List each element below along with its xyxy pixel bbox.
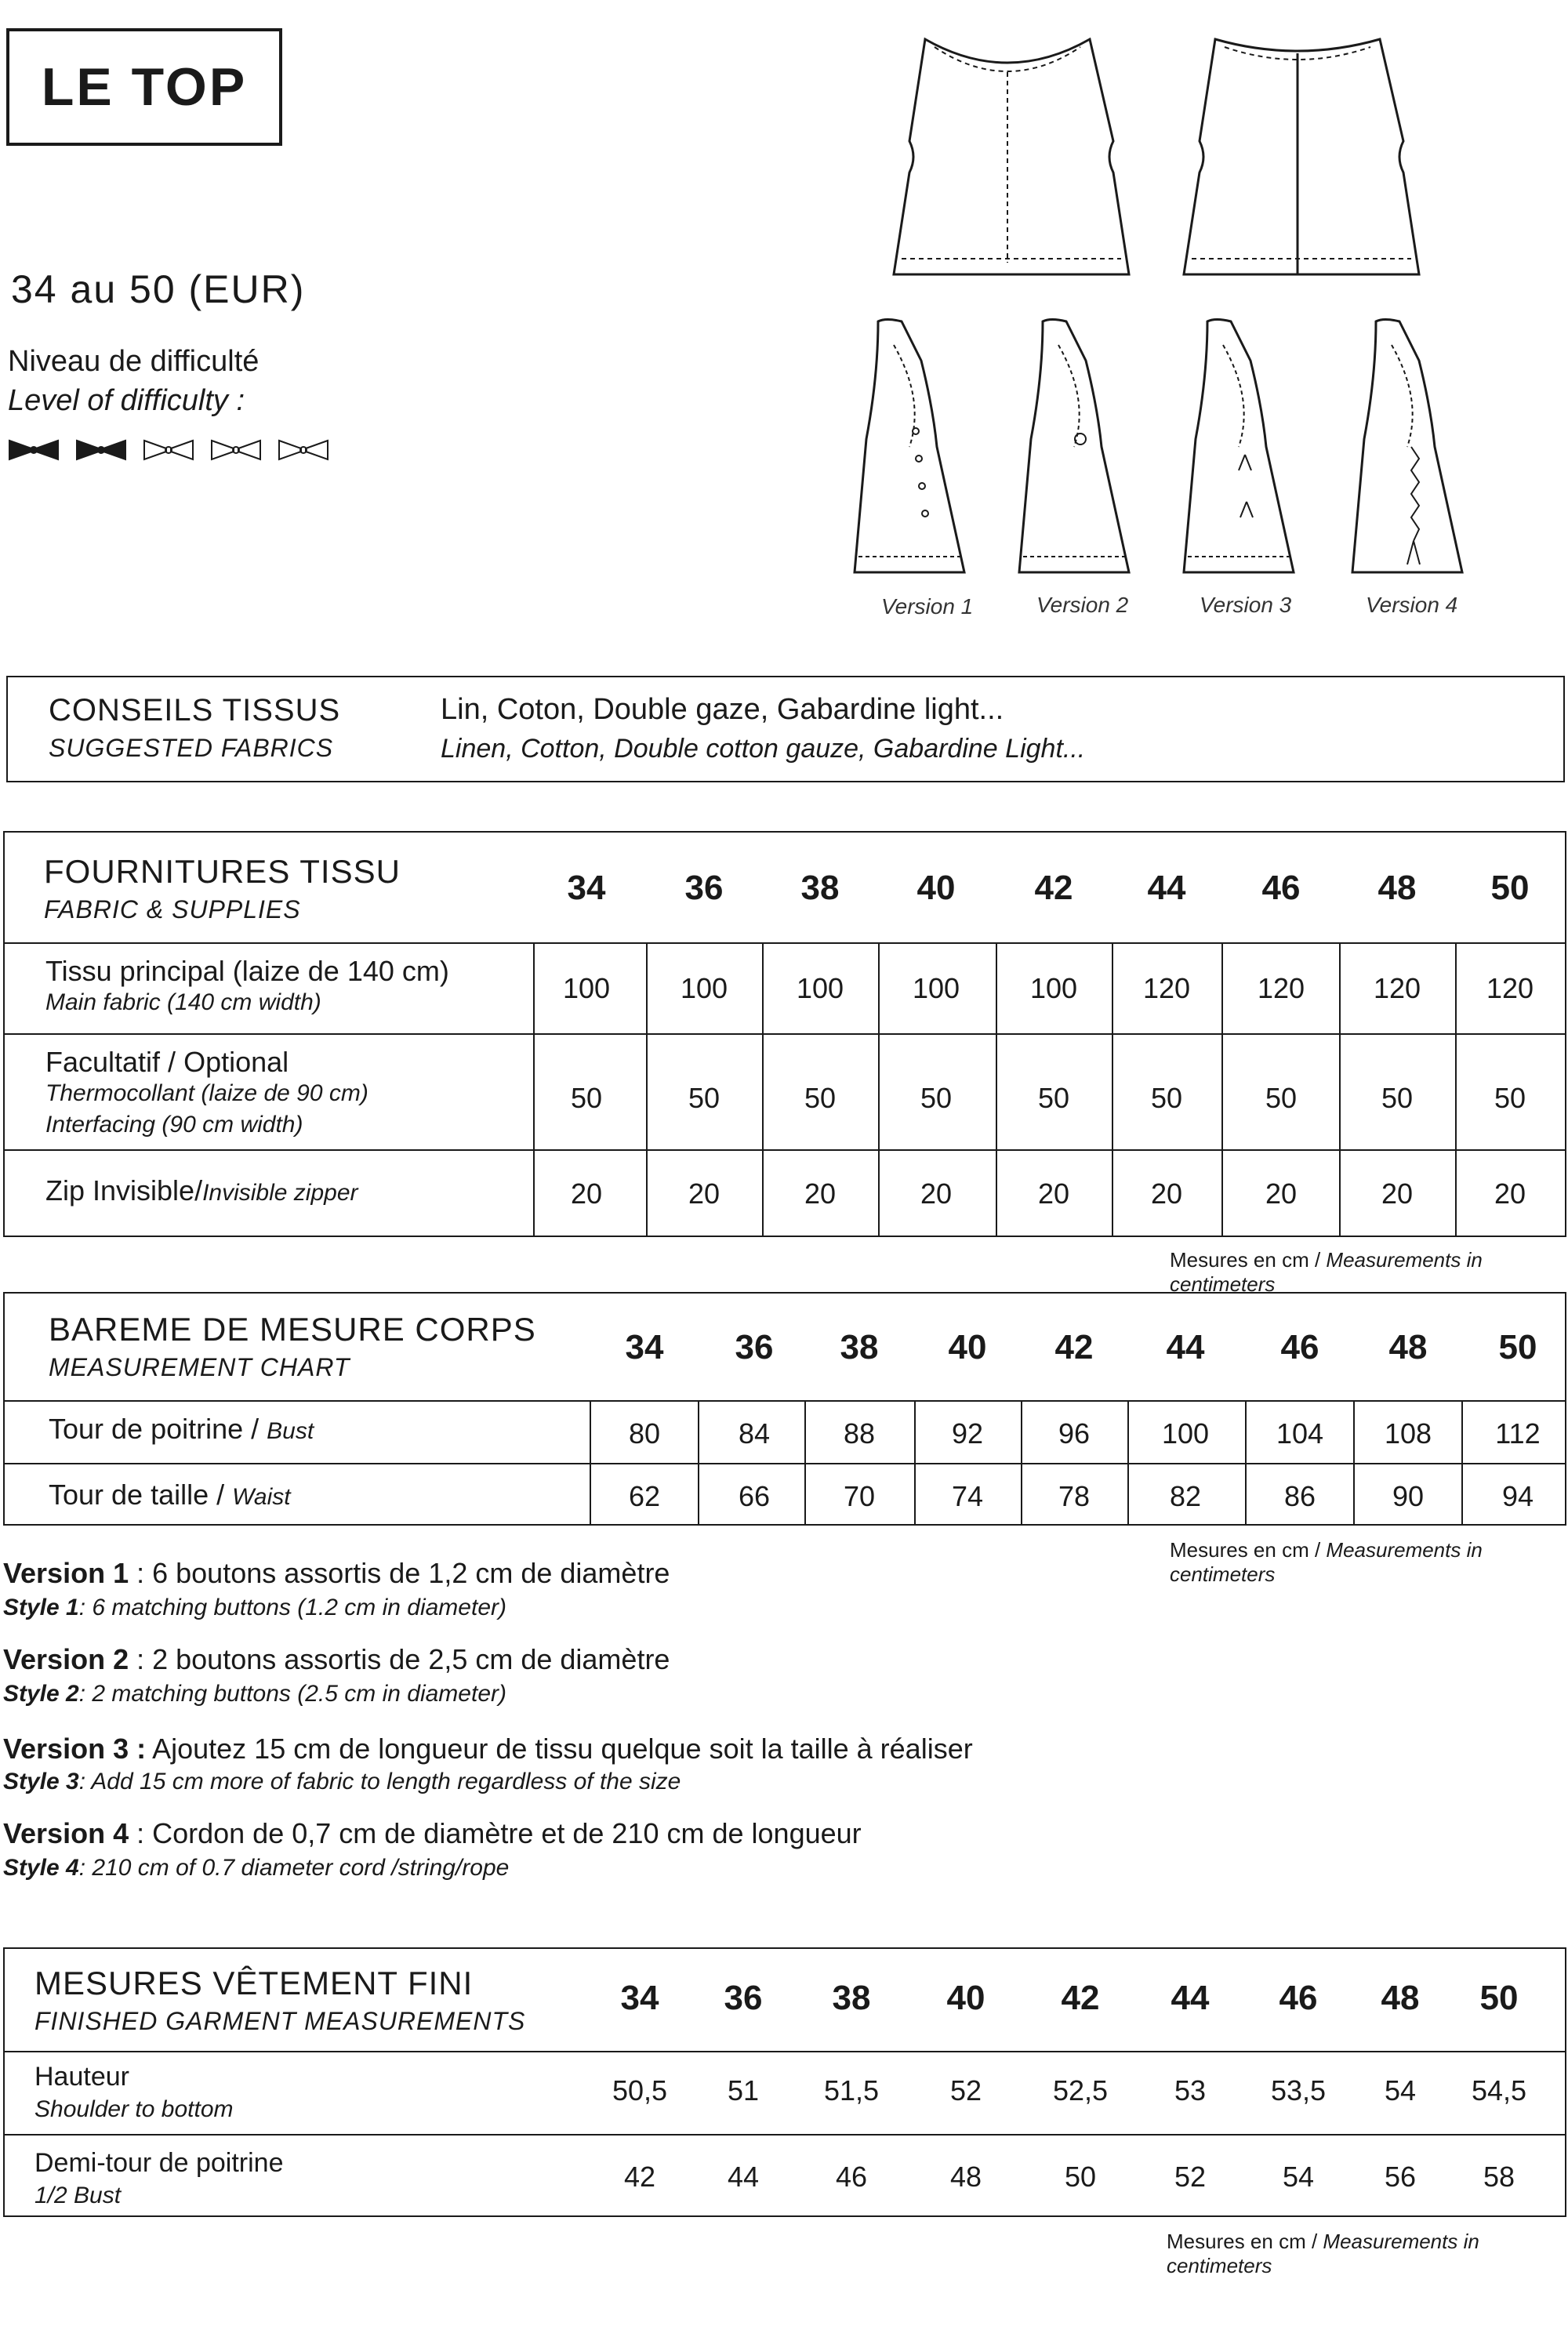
supplies-cell: 120 [1486, 972, 1534, 1004]
body-row-waist-label-fr: Tour de taille / [49, 1479, 233, 1511]
finished-cell: 51 [727, 2074, 760, 2106]
finished-cell: 50 [1064, 2161, 1097, 2193]
supplies-cell: 50 [804, 1082, 837, 1114]
finished-cell: 44 [727, 2161, 760, 2193]
bow-tie-outline-icon [210, 437, 262, 463]
version-4-note-text: : Cordon de 0,7 cm de diamètre et de 210 cm de longueur [129, 1817, 862, 1849]
difficulty-label-en: Level of difficulty : [8, 384, 245, 417]
body-cell: 66 [738, 1480, 771, 1512]
supplies-cell: 20 [1494, 1178, 1526, 1210]
supplies-size-header: 40 [916, 869, 956, 907]
style-1-note [3, 1595, 506, 1621]
version-1-illustration [847, 314, 980, 580]
finished-cell: 50,5 [612, 2074, 668, 2106]
finished-size-header: 46 [1279, 1979, 1318, 2017]
front-view-illustration [878, 24, 1137, 282]
supplies-size-header: 38 [800, 869, 840, 907]
body-size-header: 46 [1280, 1328, 1319, 1366]
style-2-note-title: Style 2 [3, 1681, 79, 1707]
bow-tie-outline-icon [143, 437, 194, 463]
body-row-waist-label [49, 1479, 291, 1511]
supplies-row-2-sub-1: Thermocollant (laize de 90 cm) [45, 1080, 368, 1106]
supplies-cell: 50 [570, 1082, 603, 1114]
supplies-cell: 100 [796, 972, 844, 1004]
body-chart-title: BAREME DE MESURE CORPS [49, 1311, 536, 1348]
supplies-table [3, 831, 1566, 1237]
supplies-cell: 20 [1381, 1178, 1414, 1210]
supplies-cell: 20 [570, 1178, 603, 1210]
supplies-title: FOURNITURES TISSU [44, 853, 401, 890]
supplies-cell: 120 [1373, 972, 1421, 1004]
body-cell: 100 [1161, 1417, 1210, 1450]
version-1-note-text: : 6 boutons assortis de 1,2 cm de diamètre [129, 1557, 670, 1589]
body-row-bust-label-en: Bust [267, 1418, 314, 1444]
bow-tie-outline-icon [278, 437, 329, 463]
supplies-cell: 100 [912, 972, 960, 1004]
supplies-cell: 100 [1029, 972, 1078, 1004]
fabrics-list-fr: Lin, Coton, Double gaze, Gabardine light... [441, 693, 1004, 726]
body-size-header: 42 [1054, 1328, 1094, 1366]
style-2-note [3, 1681, 506, 1707]
supplies-row-1-sub: Main fabric (140 cm width) [45, 989, 321, 1015]
size-range: 34 au 50 (EUR) [11, 267, 306, 311]
body-size-header: 38 [840, 1328, 879, 1366]
version-4-illustration [1345, 314, 1478, 580]
body-cell: 82 [1169, 1480, 1202, 1512]
body-size-header: 50 [1498, 1328, 1537, 1366]
supplies-size-header: 44 [1147, 869, 1186, 907]
body-cell: 104 [1276, 1417, 1324, 1450]
supplies-cell: 20 [1265, 1178, 1298, 1210]
supplies-cell: 50 [1494, 1082, 1526, 1114]
version-2-illustration [1011, 314, 1145, 580]
brand-title-box [6, 28, 282, 146]
supplies-row-3-label [45, 1174, 358, 1207]
version-4-note [3, 1817, 862, 1850]
units-note-fr: Mesures en cm / [1167, 2230, 1323, 2253]
supplies-cell: 100 [562, 972, 611, 1004]
supplies-size-header: 42 [1034, 869, 1073, 907]
body-cell: 90 [1392, 1480, 1425, 1512]
version-2-label: Version 2 [1036, 593, 1129, 617]
finished-size-header: 44 [1171, 1979, 1210, 2017]
version-3-illustration [1176, 314, 1309, 580]
finished-size-header: 48 [1381, 1979, 1420, 2017]
body-cell: 96 [1058, 1417, 1091, 1450]
finished-row-bust-label: Demi-tour de poitrine [34, 2148, 284, 2178]
version-1-note [3, 1557, 670, 1590]
supplies-cell: 50 [1037, 1082, 1070, 1114]
supplies-row-3-label-en: Invisible zipper [202, 1180, 358, 1206]
finished-cell: 54 [1282, 2161, 1315, 2193]
supplies-cell: 20 [920, 1178, 953, 1210]
body-cell: 92 [951, 1417, 984, 1450]
difficulty-label-fr: Niveau de difficulté [8, 345, 260, 378]
supplies-size-header: 46 [1261, 869, 1301, 907]
supplies-cell: 50 [1265, 1082, 1298, 1114]
supplies-size-header: 48 [1377, 869, 1417, 907]
version-1-label: Version 1 [881, 594, 974, 619]
body-row-waist-label-en: Waist [232, 1484, 291, 1510]
supplies-cell: 50 [688, 1082, 720, 1114]
body-row-bust-label [49, 1413, 314, 1446]
body-size-header: 40 [948, 1328, 987, 1366]
fabrics-box [6, 676, 1565, 782]
finished-cell: 54,5 [1471, 2074, 1527, 2106]
supplies-cell: 100 [680, 972, 728, 1004]
supplies-units-note [1170, 1248, 1568, 1297]
supplies-size-header: 50 [1490, 869, 1530, 907]
style-4-note-title: Style 4 [3, 1855, 79, 1881]
style-4-note-text: : 210 cm of 0.7 diameter cord /string/rope [78, 1855, 510, 1881]
body-chart-subtitle: MEASUREMENT CHART [49, 1353, 350, 1381]
style-2-note-text: : 2 matching buttons (2.5 cm in diameter) [78, 1681, 506, 1707]
finished-cell: 52,5 [1052, 2074, 1109, 2106]
style-4-note [3, 1855, 509, 1881]
finished-size-header: 38 [832, 1979, 871, 2017]
body-cell: 112 [1495, 1417, 1541, 1450]
supplies-cell: 20 [688, 1178, 720, 1210]
supplies-size-header: 34 [567, 869, 606, 907]
bow-tie-filled-icon [75, 437, 127, 463]
brand-title: LE TOP [41, 57, 248, 117]
finished-cell: 53,5 [1270, 2074, 1327, 2106]
finished-row-height-sub: Shoulder to bottom [34, 2096, 234, 2122]
body-size-header: 36 [735, 1328, 774, 1366]
body-cell: 88 [843, 1417, 876, 1450]
supplies-subtitle: FABRIC & SUPPLIES [44, 895, 301, 924]
finished-size-header: 40 [946, 1979, 985, 2017]
finished-garment-table [3, 1947, 1566, 2217]
fabrics-title: CONSEILS TISSUS [49, 693, 341, 728]
version-4-note-title: Version 4 [3, 1817, 129, 1849]
body-cell: 108 [1384, 1417, 1432, 1450]
supplies-row-3-label-fr: Zip Invisible/ [45, 1174, 203, 1207]
body-cell: 62 [628, 1480, 661, 1512]
fabrics-list-en: Linen, Cotton, Double cotton gauze, Gabardine Light... [441, 734, 1086, 764]
back-view-illustration [1168, 24, 1427, 282]
finished-title: MESURES VÊTEMENT FINI [34, 1965, 474, 2001]
supplies-row-1-label: Tissu principal (laize de 140 cm) [45, 955, 449, 987]
finished-cell: 48 [949, 2161, 982, 2193]
body-cell: 80 [628, 1417, 661, 1450]
fabrics-subtitle: SUGGESTED FABRICS [49, 734, 334, 762]
body-cell: 94 [1501, 1480, 1534, 1512]
version-3-note-text: Ajoutez 15 cm de longueur de tissu quelque soit la taille à réaliser [146, 1733, 973, 1765]
version-3-note [3, 1733, 973, 1765]
finished-cell: 54 [1384, 2074, 1417, 2106]
body-measurement-table [3, 1292, 1566, 1526]
supplies-row-2-sub-2: Interfacing (90 cm width) [45, 1112, 303, 1138]
supplies-cell: 50 [1150, 1082, 1183, 1114]
finished-cell: 42 [623, 2161, 656, 2193]
supplies-cell: 20 [1150, 1178, 1183, 1210]
finished-row-bust-sub: 1/2 Bust [34, 2183, 122, 2208]
units-note-en: Measurements in centimeters [1167, 2230, 1479, 2277]
style-1-note-title: Style 1 [3, 1595, 79, 1620]
finished-size-header: 50 [1479, 1979, 1519, 2017]
finished-cell: 58 [1483, 2161, 1515, 2193]
bow-tie-filled-icon [8, 437, 60, 463]
version-4-label: Version 4 [1366, 593, 1458, 617]
version-3-note-title: Version 3 : [3, 1733, 147, 1765]
supplies-size-header: 36 [684, 869, 724, 907]
units-note-en: Measurements in centimeters [1170, 1538, 1483, 1586]
finished-subtitle: FINISHED GARMENT MEASUREMENTS [34, 2007, 526, 2035]
style-3-note [3, 1769, 681, 1795]
version-3-label: Version 3 [1200, 593, 1292, 617]
finished-cell: 46 [835, 2161, 868, 2193]
finished-cell: 53 [1174, 2074, 1207, 2106]
body-size-header: 48 [1388, 1328, 1428, 1366]
body-cell: 84 [738, 1417, 771, 1450]
supplies-cell: 50 [1381, 1082, 1414, 1114]
supplies-cell: 120 [1257, 972, 1305, 1004]
body-size-header: 34 [625, 1328, 664, 1366]
supplies-cell: 120 [1142, 972, 1191, 1004]
style-1-note-text: : 6 matching buttons (1.2 cm in diameter) [78, 1595, 506, 1620]
body-cell: 78 [1058, 1480, 1091, 1512]
version-2-note-title: Version 2 [3, 1643, 129, 1675]
body-cell: 86 [1283, 1480, 1316, 1512]
style-3-note-text: : Add 15 cm more of fabric to length regardless of the size [78, 1769, 681, 1794]
finished-size-header: 36 [724, 1979, 763, 2017]
body-cell: 70 [843, 1480, 876, 1512]
units-note-fr: Mesures en cm / [1170, 1248, 1327, 1272]
body-row-bust-label-fr: Tour de poitrine / [49, 1413, 267, 1445]
units-note-fr: Mesures en cm / [1170, 1538, 1327, 1562]
finished-cell: 56 [1384, 2161, 1417, 2193]
supplies-cell: 50 [920, 1082, 953, 1114]
difficulty-rating [8, 437, 329, 463]
finished-cell: 51,5 [823, 2074, 880, 2106]
finished-row-height-label: Hauteur [34, 2062, 129, 2092]
supplies-cell: 20 [1037, 1178, 1070, 1210]
body-size-header: 44 [1166, 1328, 1205, 1366]
version-2-note [3, 1643, 670, 1676]
style-3-note-title: Style 3 [3, 1769, 79, 1794]
body-units-note [1170, 1538, 1568, 1587]
finished-units-note [1167, 2230, 1568, 2278]
supplies-row-2-label: Facultatif / Optional [45, 1046, 289, 1078]
finished-cell: 52 [949, 2074, 982, 2106]
finished-size-header: 34 [620, 1979, 659, 2017]
body-cell: 74 [951, 1480, 984, 1512]
version-1-note-title: Version 1 [3, 1557, 129, 1589]
units-note-en: Measurements in centimeters [1170, 1248, 1483, 1296]
version-2-note-text: : 2 boutons assortis de 2,5 cm de diamètre [129, 1643, 670, 1675]
finished-cell: 52 [1174, 2161, 1207, 2193]
finished-size-header: 42 [1061, 1979, 1100, 2017]
supplies-cell: 20 [804, 1178, 837, 1210]
